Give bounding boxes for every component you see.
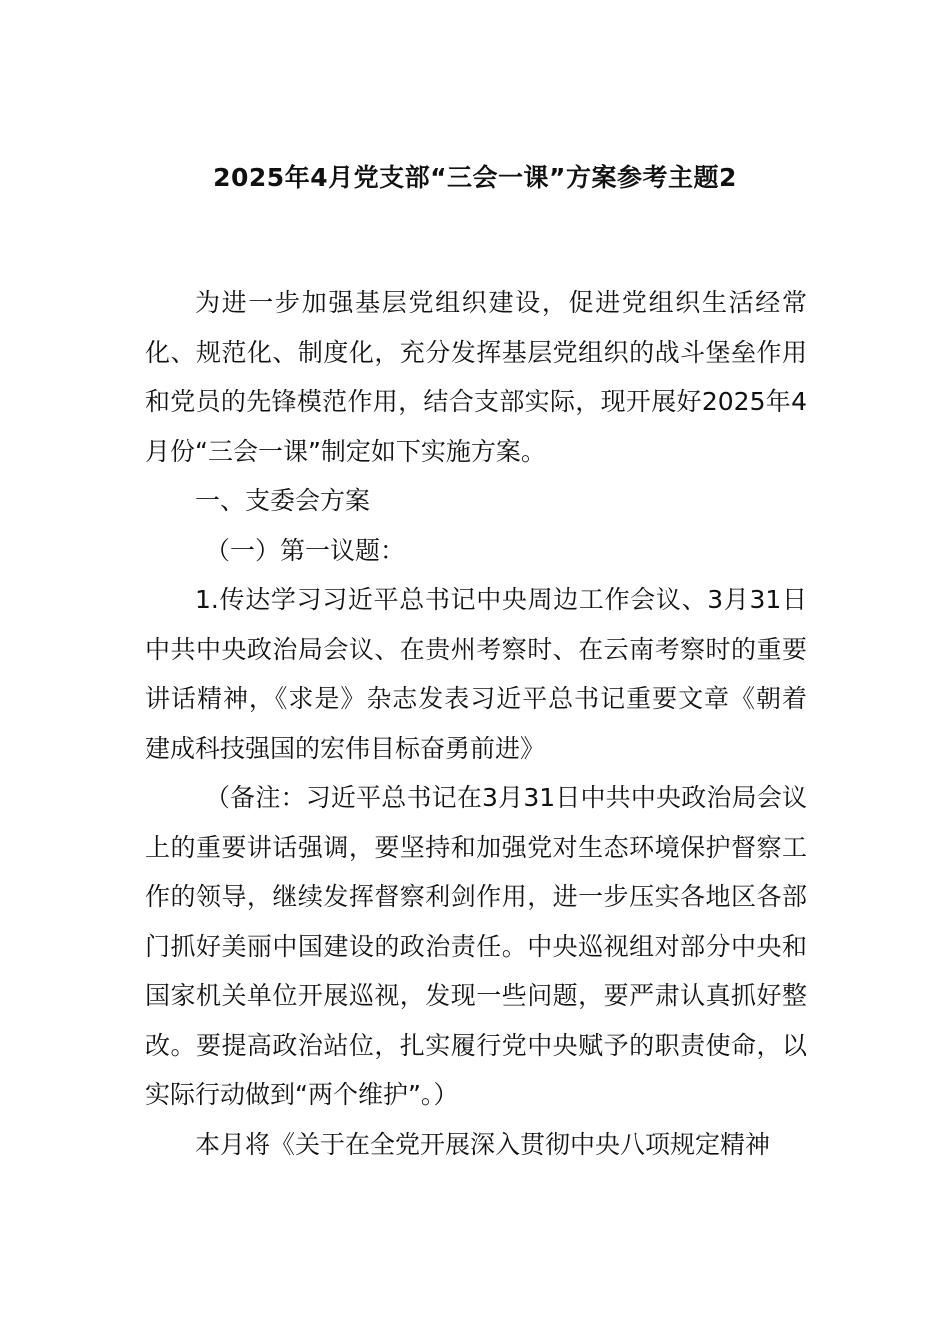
document-body [145, 278, 807, 1169]
paragraph-note: （备注：习近平总书记在3月31日中共中央政治局会议上的重要讲话强调，要坚持和加强党对生态环境保护督察工作的领导，继续发挥督察利剑作用，进一步压实各地区各部门抓好美丽中国建设的政治责任。中央巡视组对部分中央和国家机关单位开展巡视，发现一些问题，要严肃认真抓好整改。要提高政治站位，扎实履行党中央赋予的职责使命，以实际行动做到“两个维护”。） [145, 783, 807, 1109]
section-heading-committee: 一、支委会方案 [195, 486, 371, 515]
paragraph-item-1: 1.传达学习习近平总书记中央周边工作会议、3月31日中共中央政治局会议、在贵州考察时、在云南考察时的重要讲话精神，《求是》杂志发表习近平总书记重要文章《朝着建成科技强国的宏伟目标奋勇前进》 [145, 585, 807, 763]
document-title: 2025年4月党支部“三会一课”方案参考主题2 [213, 163, 737, 192]
subsection-heading-first-topic: （一）第一议题： [205, 535, 406, 565]
paragraph-this-month: 本月将《关于在全党开展深入贯彻中央八项规定精神 [195, 1129, 771, 1159]
paragraph-intro: 为进一步加强基层党组织建设，促进党组织生活经常化、规范化、制度化，充分发挥基层党组织的战斗堡垒作用和党员的先锋模范作用，结合支部实际，现开展好2025年4月份“三会一课”制定如下实施方案。 [145, 288, 807, 466]
